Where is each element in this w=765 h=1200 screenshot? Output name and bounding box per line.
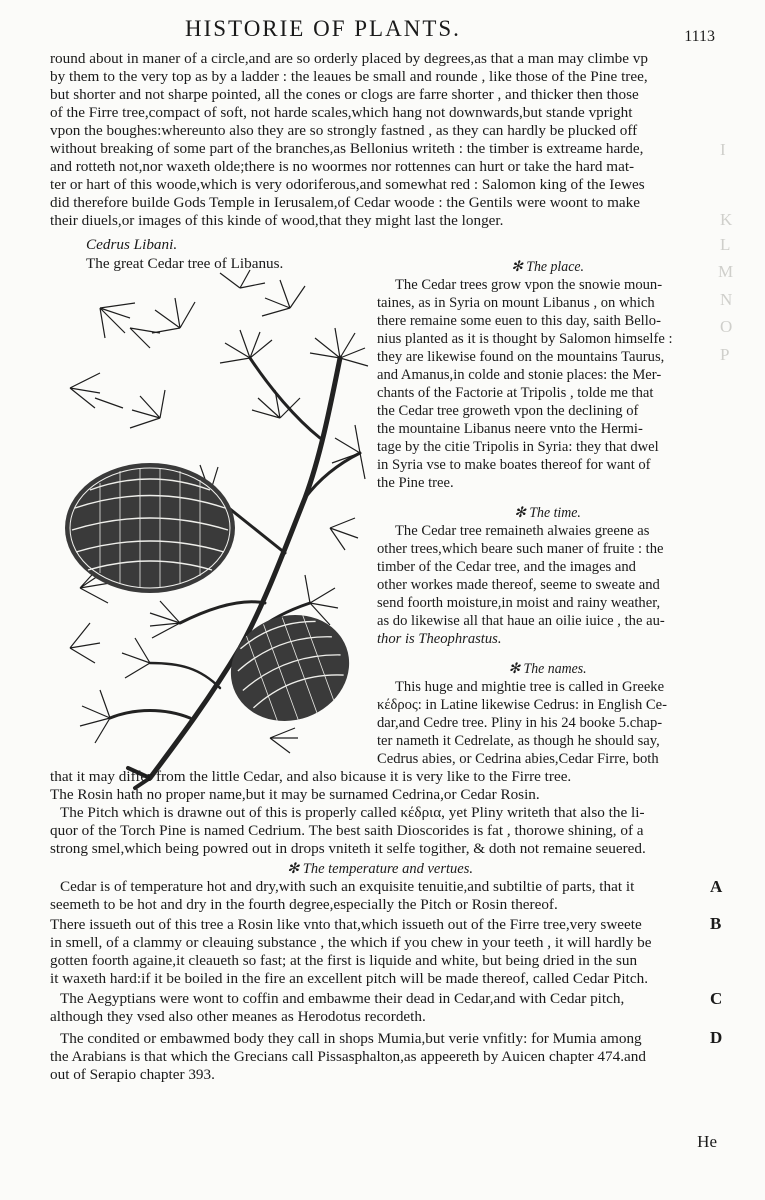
text-line: they are likewise found on the mountains Taurus, (377, 349, 665, 365)
section-heading-time: ✻ The time. (514, 505, 581, 521)
cedar-woodcut-illustration (40, 268, 370, 798)
text-line: although they vsed also other meanes as Herodotus recordeth. (50, 1008, 426, 1025)
margin-letter-a: A (710, 877, 723, 896)
text-line: their diuels,or images of this kinde of wood,that they might last the longer. (50, 212, 504, 229)
text-line: strong smel,which being powred out in drops vniteth it selfe togither, & doth not remaine seuered. (50, 840, 646, 857)
text-line: The Cedar tree remaineth alwaies greene as (395, 523, 650, 539)
text-line: ter or hart of this woode,which is very odoriferous,and somewhat red : Salomon king of the Iewes (50, 176, 645, 193)
text-line: vpon the boughes:whereunto also they are so strongly fastned , as they can hardly be plucked off (50, 122, 638, 139)
text-line: The Aegyptians were wont to coffin and embawme their dead in Cedar,and with Cedar pitch, (60, 990, 625, 1007)
running-title: HISTORIE OF PLANTS. (185, 16, 461, 41)
margin-letter-d: D (710, 1028, 723, 1047)
text-line: The condited or embawmed body they call in shops Mumia,but verie vnfitly: for Mumia among (60, 1030, 642, 1047)
margin-letter-c: C (710, 989, 723, 1008)
text-line: κέδρος: in Latine likewise Cedrus: in English Ce- (377, 697, 667, 713)
figure-caption: The great Cedar tree of Libanus. (86, 255, 284, 272)
text-line: that it may differ from the little Cedar, and also bicause it is very like to the Firre tree. (50, 768, 572, 785)
text-line: without breaking of some part of the branches,as Bellonius writeth : the timber is extreame harde, (50, 140, 644, 157)
text-line: and rotteth not,nor waxeth olde;there is no woormes nor rottennes can hurt or take the hard mat- (50, 158, 635, 175)
text-line: This huge and mightie tree is called in Greeke (395, 679, 665, 695)
text-line: thor is Theophrastus. (377, 631, 502, 647)
text-line: as do likewise all that haue an oilie iuice , the au- (377, 613, 665, 629)
text-line: There issueth out of this tree a Rosin like vnto that,which issueth out of the Firre tree,very sweete (50, 916, 642, 933)
text-line: the Pine tree. (377, 475, 454, 491)
show-through-letter: P (720, 345, 730, 364)
catchword: He (697, 1132, 717, 1151)
text-line: ter nameth it Cedrelate, as though he should say, (377, 733, 660, 749)
show-through-letter: O (720, 317, 733, 336)
text-line: send foorth moisture,in moist and rainy weather, (377, 595, 661, 611)
text-line: it waxeth hard:if it be boiled in the fire an excellent pitch will be made thereof, called Cedar Pitch. (50, 970, 649, 987)
text-line: gotten foorth againe,it cleaueth so fast; at the first is liquide and white, but being dried in the sun (50, 952, 638, 969)
text-line: by them to the very top as by a ladder : the leaues be small and rounde , like those of the Pine tree, (50, 68, 648, 85)
text-line: nius planted as it is thought by Salomon himselfe : (377, 331, 673, 347)
text-line: and Amanus,in colde and stonie places: the Mer- (377, 367, 662, 383)
show-through-letter: L (720, 235, 731, 254)
cedar-cone-small (216, 599, 364, 738)
text-line: but shorter and not sharpe pointed, all the cones or clogs are farre shorter , and thicker then those (50, 86, 639, 103)
text-line: The Pitch which is drawne out of this is properly called κέδρια, yet Pliny writeth that also the li- (60, 804, 645, 821)
text-line: timber of the Cedar tree, and the images and (377, 559, 636, 575)
text-line: did therefore builde Gods Temple in Ierusalem,of Cedar woode : the Gentils were woont to make (50, 194, 640, 211)
section-heading-names: ✻ The names. (508, 661, 587, 677)
page-header (0, 14, 765, 48)
margin-letter-b: B (710, 914, 722, 933)
text-line: chants of the Factorie at Tripolis , tolde me that (377, 385, 654, 401)
text-line: Cedar is of temperature hot and dry,with such an exquisite tenuitie,and subtiltie of parts, that it (60, 878, 635, 895)
text-line: taines, as in Syria on mount Libanus , on which (377, 295, 655, 311)
text-line: out of Serapio chapter 393. (50, 1066, 215, 1083)
cedar-cone-large (65, 463, 235, 593)
show-through-letter: M (718, 262, 734, 281)
text-line: other trees,which beare such maner of fruite : the (377, 541, 664, 557)
figure-latin-name: Cedrus Libani. (86, 236, 178, 253)
show-through-letter: K (720, 210, 733, 229)
text-line: of the Firre tree,compact of soft, not harde scales,which hang not downwards,but stande vpright (50, 104, 633, 121)
text-line: round about in maner of a circle,and are so orderly placed by degrees,as that a man may climbe vp (50, 50, 648, 67)
text-line: Cedrus abies, or Cedrina abies,Cedar Firre, both (377, 751, 659, 767)
text-line: seemeth to be hot and dry in the fourth degree,especially the Pitch or Rosin thereof. (50, 896, 558, 913)
text-line: other workes made thereof, seeme to sweate and (377, 577, 660, 593)
text-line: in Syria vse to make boates thereof for want of (377, 457, 651, 473)
text-line: dar,and Cedre tree. Pliny in his 24 booke 5.chap- (377, 715, 663, 731)
text-line: there remaine some euen to this day, saith Bello- (377, 313, 661, 329)
text-line: The Rosin hath no proper name,but it may be surnamed Cedrina,or Cedar Rosin. (50, 786, 540, 803)
section-heading-temperature: ✻ The temperature and vertues. (287, 861, 473, 877)
show-through-letter: N (720, 290, 733, 309)
text-line: the Arabians is that which the Grecians call Pissasphalton,as appeereth by Auicen chapter 474.and (50, 1048, 646, 1065)
text-line: quor of the Torch Pine is named Cedrium. The best saith Dioscorides is fat , thorowe shining, of a (50, 822, 644, 839)
text-line: The Cedar trees grow vpon the snowie moun- (395, 277, 663, 293)
text-line: the mountaine Libanus neere vnto the Hermi- (377, 421, 643, 437)
page-number: 1113 (684, 28, 715, 45)
text-line: tage by the citie Tripolis in Syria: they that dwel (377, 439, 659, 455)
text-line: in smell, of a clammy or cleauing substance , the which if you chew in your teeth , it will hardly be (50, 934, 652, 951)
text-line: the Cedar tree groweth vpon the declining of (377, 403, 639, 419)
show-through-letter: I (720, 140, 726, 159)
section-heading-place: ✻ The place. (511, 259, 584, 275)
